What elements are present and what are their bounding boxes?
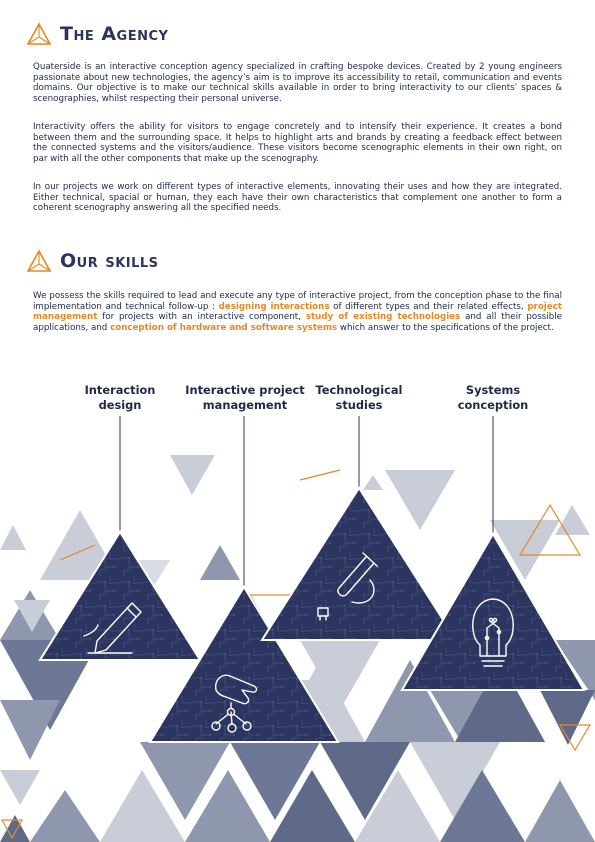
- skills-triangle-graphic: [0, 360, 595, 842]
- intro-text: of different types and their related effects,: [329, 301, 528, 312]
- skill-label-line: Technological: [315, 383, 403, 397]
- highlight-project-management: project management: [33, 301, 562, 323]
- triangle-logo-icon: [26, 249, 52, 273]
- triangle-logo-icon: [26, 22, 52, 46]
- skill-label-line: Interaction: [84, 383, 156, 397]
- skill-label-line: studies: [335, 398, 383, 412]
- intro-text: We possess the skills required to lead and execute any type of interactive project, from the conception phase to the final implementation and technical follow-up :: [33, 291, 562, 312]
- agency-paragraph-2: Interactivity offers the ability for visitors to engage concretely and to intensify their experience. It creates a bond between them and the surrounding space. It helps to highlight arts and brands by creating a feedback effect between the connected systems and the visitors/audience. These visitors become scenographic elements in their own right, on par with all the other components that make up the scenography.: [33, 122, 562, 164]
- skills-title: Our skills: [60, 250, 159, 272]
- skill-label-line: management: [202, 398, 288, 412]
- skills-heading: [26, 249, 159, 273]
- highlight-designing-interactions: designing interactions: [218, 301, 330, 312]
- highlight-hardware-software: conception of hardware and software systems: [110, 322, 338, 333]
- skill-label-line: design: [98, 398, 142, 412]
- agency-paragraph-3: In our projects we work on different types of interactive elements, innovating their uses and how they are integrated. Either technical, spacial or human, they each have their own characteristics that complement one another to form a coherent scenography answering all the specified needs.: [33, 182, 562, 214]
- agency-heading: [26, 22, 168, 46]
- connector-lines: [120, 416, 493, 587]
- agency-paragraph-1: Quaterside is an interactive conception agency specialized in crafting bespoke devices. Created by 2 young engineers passionate about new technologies, the agency’s aim is to improve its accessibility to retail, communication and events domains. Our objective is to make our technical skills available in order to bring interactivity to our clients’ spaces & scenographies, whilst respecting their personal universe.: [33, 62, 562, 104]
- intro-text: and all their possible applications, and: [33, 312, 562, 333]
- skill-label-line: Systems: [465, 383, 521, 397]
- intro-text: for projects with an interactive component,: [97, 312, 306, 323]
- skills-intro: [33, 291, 562, 333]
- agency-title: The Agency: [60, 23, 169, 45]
- highlight-study-technologies: study of existing technologies: [305, 312, 461, 323]
- skill-label-line: Interactive project: [185, 383, 305, 397]
- intro-text: which answer to the specifications of the project.: [337, 322, 554, 333]
- skill-label-line: conception: [457, 398, 529, 412]
